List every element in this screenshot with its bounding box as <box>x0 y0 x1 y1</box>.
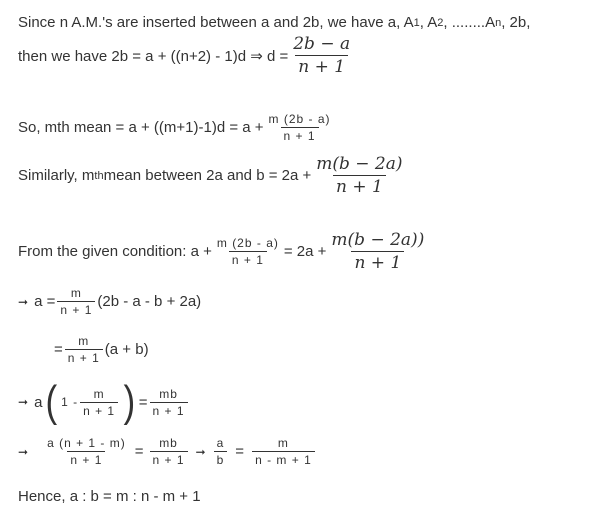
numerator: m <box>78 334 90 348</box>
left-paren: ( <box>45 377 58 426</box>
line-7 <box>54 334 149 365</box>
numerator: a <box>216 436 225 450</box>
numerator: a (n + 1 - m) <box>47 436 126 450</box>
line-8 <box>18 377 190 426</box>
text: a = <box>34 293 56 310</box>
text: From the given condition: a + <box>18 243 212 260</box>
fraction <box>252 436 315 467</box>
fraction <box>150 387 188 418</box>
denominator: n + 1 <box>150 402 188 418</box>
fraction <box>266 112 334 143</box>
line-6 <box>18 286 201 317</box>
denominator: n + 1 <box>229 251 267 267</box>
conclusion-text: Hence, a : b = m : n - m + 1 <box>18 488 201 505</box>
text: So, mth mean = a + ((m+1)-1)d = a + <box>18 119 264 136</box>
fraction <box>80 387 118 418</box>
denominator: n + 1 <box>150 451 188 467</box>
line-3 <box>18 112 336 143</box>
numerator: m (2b - a) <box>268 112 331 126</box>
fraction <box>57 286 95 317</box>
arrow-icon: ➞ <box>18 444 29 459</box>
denominator: n + 1 <box>80 402 118 418</box>
text: (a + b) <box>104 341 149 358</box>
fraction <box>214 436 228 467</box>
numerator: 2b − a <box>293 34 351 54</box>
numerator: m(b − 2a)) <box>331 230 425 250</box>
fraction <box>150 436 188 467</box>
fraction <box>328 230 427 273</box>
fraction <box>65 334 103 365</box>
text: , A <box>419 14 438 31</box>
text: = 2a + <box>283 243 327 260</box>
line-4 <box>18 154 408 197</box>
fraction <box>44 436 129 467</box>
text: then we have 2b = a + ((n+2) - 1)d ⇒ d = <box>18 47 289 65</box>
fraction <box>313 154 405 197</box>
text: 1 - <box>61 395 79 409</box>
numerator: mb <box>159 436 178 450</box>
numerator: mb <box>159 386 178 401</box>
numerator: m <box>277 436 289 450</box>
line-1 <box>18 14 530 31</box>
line-10 <box>18 488 201 505</box>
arrow-icon: ➞ <box>18 294 29 309</box>
arrow-icon: ➞ <box>195 444 206 459</box>
text: = <box>138 393 148 411</box>
superscript: th <box>94 169 104 182</box>
text: = <box>54 341 63 358</box>
denominator: n + 1 <box>295 55 348 77</box>
text: Since n A.M.'s are inserted between a and 2b, we have a, A <box>18 14 414 31</box>
text: , 2b, <box>501 14 531 31</box>
denominator: n + 1 <box>65 349 103 365</box>
denominator: b <box>214 451 228 467</box>
denominator: n - m + 1 <box>252 451 315 467</box>
subscript: 2 <box>437 16 444 29</box>
text: , ........A <box>443 14 496 31</box>
subscript: 1 <box>413 16 420 29</box>
denominator: n + 1 <box>333 175 386 197</box>
line-9 <box>18 436 317 467</box>
text: Similarly, m <box>18 167 95 184</box>
denominator: n + 1 <box>281 127 319 143</box>
subscript: n <box>495 16 502 29</box>
fraction <box>214 236 282 267</box>
line-5 <box>18 230 429 273</box>
arrow-icon: ➞ <box>18 395 29 409</box>
denominator: n + 1 <box>351 251 404 273</box>
text: = <box>235 443 245 460</box>
text: a <box>34 393 43 411</box>
numerator: m(b − 2a) <box>316 154 403 174</box>
text: (2b - a - b + 2a) <box>97 293 202 310</box>
numerator: m <box>93 386 105 401</box>
text: = <box>134 443 144 460</box>
numerator: m <box>70 286 82 300</box>
denominator: n + 1 <box>57 301 95 317</box>
numerator: m (2b - a) <box>216 236 279 250</box>
line-2 <box>18 34 355 77</box>
denominator: n + 1 <box>67 451 105 467</box>
right-paren: ) <box>123 377 136 426</box>
fraction <box>290 34 353 77</box>
text: mean between 2a and b = 2a + <box>103 167 312 184</box>
